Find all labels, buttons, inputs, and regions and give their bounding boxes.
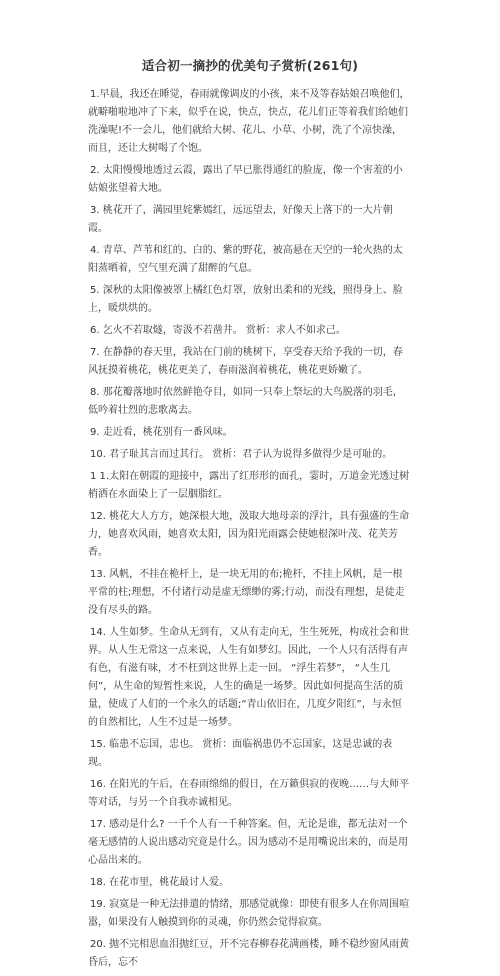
paragraph-8: 8. 那花瓣落地时依然鲜艳夺目，如同一只奉上祭坛的大鸟脱落的羽毛，低吟着壮烈的悲歌离去。: [88, 387, 403, 416]
paragraph-17: 17. 感动是什么? 一千个人有一千种答案。但，无论是谁，都无法对一个毫无感情的人说出感动究竟是什么。因为感动不是用嘴说出来的，而是用心品出来的。: [88, 819, 408, 866]
paragraph-10: 10. 君子耻其言而过其行。 赏析：君子认为说得多做得少是可耻的。: [90, 449, 393, 460]
paragraph-5: 5. 深秋的太阳像被罩上橘红色灯罩，放射出柔和的光线，照得身上、脸上，暖烘烘的。: [88, 285, 403, 314]
paragraph-18: 18. 在花市里，桃花最讨人爱。: [90, 877, 230, 888]
page-title: 适合初一摘抄的优美句子赏析(261句): [141, 58, 359, 73]
paragraph-13: 13. 风帆，不挂在桅杆上，是一块无用的布;桅杆，不挂上风帆，是一根平常的柱;理想，不付诸行动是虚无缥缈的雾;行动，而没有理想，是徒走没有尽头的路。: [88, 569, 405, 616]
paragraph-14: 14. 人生如梦。生命从无到有，又从有走向无，生生死死，构成社会和世界。从人生无常这一点来说，人生有如梦幻。因此，一个人只有活得有声有色，有滋有味，才不枉到这世界上走一回。 “浮生若梦”， “人生几何”，从生命的短暂性来说，人生的确是一场梦。因此如何提高生活的质量，使成了人们的一个永久的话题;“青山依旧在，几度夕阳红”，与永恒的自然相比，人生不过是一场梦。: [88, 627, 410, 728]
paragraph-12: 12. 桃花大人方方，她深根大地，汲取大地母亲的浮汁，具有强盛的生命力，她喜欢风雨，她喜欢太阳，因为阳光雨露会使她根深叶茂、花芙芳香。: [88, 511, 410, 558]
paragraph-19: 19. 寂寞是一种无法排遣的情绪，那感觉就像：即使有很多人在你周围喧嚣，如果没有人触摸到你的灵魂，你仍然会觉得寂寞。: [88, 899, 410, 928]
paragraph-20: 20. 抛不完相思血泪抛红豆，开不完春柳春花满画楼，睡不稳纱窗风雨黄昏后，忘不: [88, 939, 410, 968]
paragraph-16: 16. 在阳光的午后，在春雨绵绵的假日，在万籁俱寂的夜晚……与大师平等对话，与另一个自我赤诚相见。: [88, 779, 410, 808]
document-body: [88, 86, 410, 976]
paragraph-15: 15. 临患不忘国，忠也。 赏析：面临祸患仍不忘国家，这是忠诚的表现。: [88, 739, 393, 768]
paragraph-2: 2. 太阳慢慢地透过云霞，露出了早已胀得通红的脸庞，像一个害羞的小姑娘张望着大地。: [88, 165, 403, 194]
paragraph-1: 1.早晨，我还在睡觉，春雨就像调皮的小孩，来不及等春姑娘召唤他们，就噼啪啦地冲了下来，似乎在说，快点，快点，花儿们正等着我们给她们洗澡呢!不一会儿，他们就给大树、花儿、小草、小树，洗了个凉快澡，而且，还让大树喝了个饱。: [88, 89, 410, 154]
paragraph-3: 3. 桃花开了，满园里姹紫嫣红，远远望去，好像天上落下的一大片朝霞。: [88, 205, 393, 234]
paragraph-6: 6. 乞火不若取燧，寄汲不若凿井。 赏析：求人不如求己。: [90, 325, 346, 336]
paragraph-11: 1 1.太阳在朝霞的迎接中，露出了红形形的面孔，霎时，万道金光透过树梢洒在水面染上了一层胭脂红。: [88, 471, 410, 500]
paragraph-9: 9. 走近看，桃花别有一番风味。: [90, 427, 233, 438]
paragraph-4: 4. 青草、芦苇和红的、白的、紫的野花，被高悬在天空的一轮火热的太阳蒸晒着，空气里充满了甜醉的气息。: [88, 245, 403, 274]
paragraph-7: 7. 在静静的春天里，我站在门前的桃树下，享受春天给予我的一切，春风抚摸着桃花，桃花更美了，春雨滋润着桃花，桃花更娇嫩了。: [88, 347, 403, 376]
